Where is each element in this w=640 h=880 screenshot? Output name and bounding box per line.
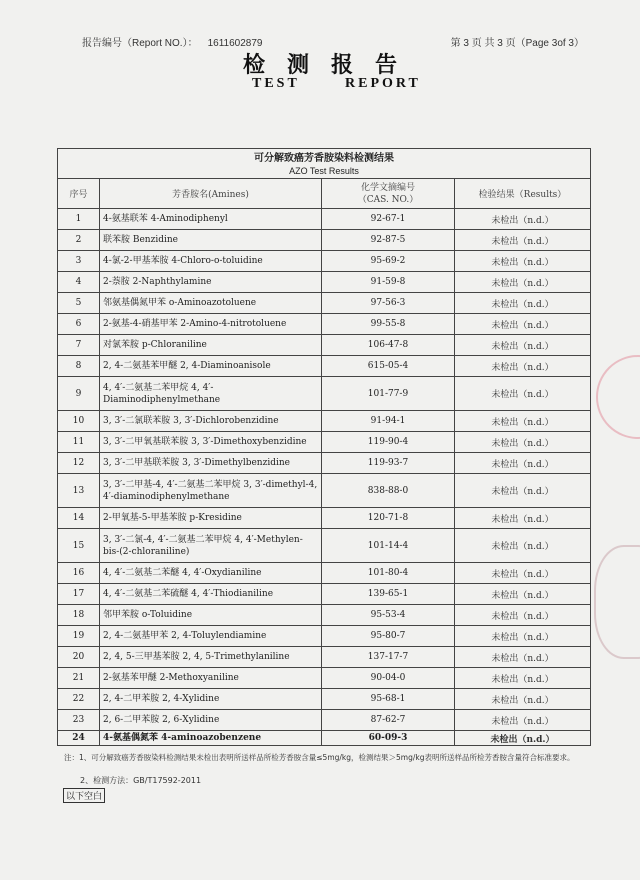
row-number: 1: [58, 209, 100, 230]
test-result: 未检出（n.d.）: [455, 584, 591, 605]
cas-number: 95-68-1: [322, 689, 455, 710]
row-number: 18: [58, 605, 100, 626]
cas-number: 95-80-7: [322, 626, 455, 647]
amine-name: 4, 4′-二氨基二苯甲烷 4, 4′-Diaminodiphenylmethane: [100, 377, 322, 411]
row-number: 16: [58, 563, 100, 584]
test-result: 未检出（n.d.）: [455, 474, 591, 508]
column-header-result: 检验结果（Results）: [455, 179, 591, 209]
amine-name: 3, 3′-二甲氧基联苯胺 3, 3′-Dimethoxybenzidine: [100, 432, 322, 453]
faded-seal-stamp: [594, 545, 640, 659]
row-number: 24: [58, 731, 100, 746]
row-number: 22: [58, 689, 100, 710]
amine-name: 4, 4′-二氨基二苯醚 4, 4′-Oxydianiline: [100, 563, 322, 584]
table-row: [58, 605, 591, 626]
table-row: [58, 453, 591, 474]
row-number: 12: [58, 453, 100, 474]
test-result: 未检出（n.d.）: [455, 563, 591, 584]
row-number: 17: [58, 584, 100, 605]
table-row: [58, 432, 591, 453]
cas-number: 106-47-8: [322, 335, 455, 356]
test-result: 未检出（n.d.）: [455, 230, 591, 251]
table-row: [58, 209, 591, 230]
amine-name: 4-氨基偶氮苯 4-aminoazobenzene: [100, 731, 322, 746]
cas-number: 119-93-7: [322, 453, 455, 474]
test-result: 未检出（n.d.）: [455, 605, 591, 626]
results-table-wrapper: [57, 148, 590, 746]
test-result: 未检出（n.d.）: [455, 731, 591, 746]
cas-number: 120-71-8: [322, 508, 455, 529]
amine-name: 2-氨基苯甲醚 2-Methoxyaniline: [100, 668, 322, 689]
column-header-no: 序号: [58, 179, 100, 209]
table-row: [58, 272, 591, 293]
test-result: 未检出（n.d.）: [455, 710, 591, 731]
table-row: [58, 668, 591, 689]
test-result: 未检出（n.d.）: [455, 377, 591, 411]
column-header-cas: [322, 179, 455, 209]
amine-name: 4-氯-2-甲基苯胺 4-Chloro-o-toluidine: [100, 251, 322, 272]
cas-number: 87-62-7: [322, 710, 455, 731]
amine-name: 2, 4-二甲苯胺 2, 4-Xylidine: [100, 689, 322, 710]
row-number: 11: [58, 432, 100, 453]
table-caption-en: AZO Test Results: [58, 164, 591, 179]
test-result: 未检出（n.d.）: [455, 432, 591, 453]
row-number: 9: [58, 377, 100, 411]
table-row: [58, 710, 591, 731]
test-result: 未检出（n.d.）: [455, 335, 591, 356]
cas-number: 92-67-1: [322, 209, 455, 230]
amine-name: 2-甲氧基-5-甲基苯胺 p-Kresidine: [100, 508, 322, 529]
footnote-1: 注：1、可分解致癌芳香胺染料检测结果未检出表明所送样品所检芳香胺含量≤5mg/kg，检测结果＞5mg/kg表明所送样品所检芳香胺含量符合标准要求。: [64, 753, 575, 762]
row-number: 3: [58, 251, 100, 272]
table-row: [58, 293, 591, 314]
cas-number: 101-80-4: [322, 563, 455, 584]
amine-name: 2, 4-二氨基甲苯 2, 4-Toluylendiamine: [100, 626, 322, 647]
amine-name: 3, 3′-二氯联苯胺 3, 3′-Dichlorobenzidine: [100, 411, 322, 432]
table-row: [58, 626, 591, 647]
title-english-test: TEST: [252, 76, 300, 91]
amine-name: 邻甲苯胺 o-Toluidine: [100, 605, 322, 626]
test-result: 未检出（n.d.）: [455, 411, 591, 432]
row-number: 19: [58, 626, 100, 647]
test-result: 未检出（n.d.）: [455, 689, 591, 710]
amine-name: 3, 3′-二甲基-4, 4′-二氨基二苯甲烷 3, 3′-dimethyl-4, 4′-diaminodiphenylmethane: [100, 474, 322, 508]
test-result: 未检出（n.d.）: [455, 293, 591, 314]
cas-number: 90-04-0: [322, 668, 455, 689]
table-row: [58, 508, 591, 529]
cas-number: 101-14-4: [322, 529, 455, 563]
table-caption-cn: 可分解致癌芳香胺染料检测结果: [58, 149, 591, 165]
column-header-cas-line1: 化学文摘编号: [360, 182, 415, 193]
table-row: [58, 251, 591, 272]
row-number: 6: [58, 314, 100, 335]
amine-name: 2, 4-二氨基苯甲醚 2, 4-Diaminoanisole: [100, 356, 322, 377]
footnote-2: 2、检测方法：GB/T17592-2011: [80, 776, 202, 785]
test-result: 未检出（n.d.）: [455, 626, 591, 647]
row-number: 23: [58, 710, 100, 731]
red-seal-stamp: [596, 355, 640, 439]
cas-number: 92-87-5: [322, 230, 455, 251]
row-number: 10: [58, 411, 100, 432]
cas-number: 60-09-3: [322, 731, 455, 746]
title-chinese: 检测报告: [242, 52, 419, 78]
cas-number: 139-65-1: [322, 584, 455, 605]
test-result: 未检出（n.d.）: [455, 508, 591, 529]
test-result: 未检出（n.d.）: [455, 647, 591, 668]
cas-number: 95-53-4: [322, 605, 455, 626]
amine-name: 联苯胺 Benzidine: [100, 230, 322, 251]
amine-name: 对氯苯胺 p-Chloraniline: [100, 335, 322, 356]
column-header-amine: 芳香胺名(Amines): [100, 179, 322, 209]
amine-name: 邻氨基偶氮甲苯 o-Aminoazotoluene: [100, 293, 322, 314]
test-result: 未检出（n.d.）: [455, 251, 591, 272]
row-number: 13: [58, 474, 100, 508]
row-number: 5: [58, 293, 100, 314]
end-of-report-mark: 以下空白: [63, 788, 105, 803]
test-result: 未检出（n.d.）: [455, 529, 591, 563]
cas-number: 615-05-4: [322, 356, 455, 377]
page-info: 第 3 页 共 3 页（Page 3of 3）: [450, 38, 584, 49]
table-row: [58, 584, 591, 605]
table-row: [58, 230, 591, 251]
table-row: [58, 356, 591, 377]
row-number: 21: [58, 668, 100, 689]
cas-number: 91-59-8: [322, 272, 455, 293]
table-row: [58, 474, 591, 508]
amine-name: 3, 3′-二甲基联苯胺 3, 3′-Dimethylbenzidine: [100, 453, 322, 474]
row-number: 7: [58, 335, 100, 356]
test-result: 未检出（n.d.）: [455, 272, 591, 293]
cas-number: 119-90-4: [322, 432, 455, 453]
cas-number: 95-69-2: [322, 251, 455, 272]
test-result: 未检出（n.d.）: [455, 453, 591, 474]
cas-number: 101-77-9: [322, 377, 455, 411]
row-number: 20: [58, 647, 100, 668]
test-result: 未检出（n.d.）: [455, 314, 591, 335]
amine-name: 4, 4′-二氨基二苯硫醚 4, 4′-Thiodianiline: [100, 584, 322, 605]
table-row: [58, 731, 591, 746]
table-row: [58, 335, 591, 356]
report-number-value: 1611602879: [207, 38, 263, 49]
cas-number: 97-56-3: [322, 293, 455, 314]
report-number: [82, 34, 262, 49]
cas-number: 99-55-8: [322, 314, 455, 335]
row-number: 4: [58, 272, 100, 293]
cas-number: 838-88-0: [322, 474, 455, 508]
table-row: [58, 647, 591, 668]
row-number: 2: [58, 230, 100, 251]
column-header-cas-line2: （CAS. NO.）: [357, 194, 419, 205]
table-row: [58, 529, 591, 563]
row-number: 15: [58, 529, 100, 563]
table-row: [58, 314, 591, 335]
azo-results-table: [57, 148, 591, 746]
amine-name: 2-萘胺 2-Naphthylamine: [100, 272, 322, 293]
row-number: 14: [58, 508, 100, 529]
table-row: [58, 411, 591, 432]
amine-name: 2, 4, 5-三甲基苯胺 2, 4, 5-Trimethylaniline: [100, 647, 322, 668]
report-number-label: 报告编号（Report NO.）：: [82, 38, 198, 49]
test-result: 未检出（n.d.）: [455, 209, 591, 230]
amine-name: 4-氨基联苯 4-Aminodiphenyl: [100, 209, 322, 230]
row-number: 8: [58, 356, 100, 377]
test-result: 未检出（n.d.）: [455, 668, 591, 689]
test-result: 未检出（n.d.）: [455, 356, 591, 377]
cas-number: 91-94-1: [322, 411, 455, 432]
table-row: [58, 689, 591, 710]
amine-name: 2-氨基-4-硝基甲苯 2-Amino-4-nitrotoluene: [100, 314, 322, 335]
amine-name: 3, 3′-二氯-4, 4′-二氨基二苯甲烷 4, 4′-Methylen-bis-(2-chloraniline): [100, 529, 322, 563]
cas-number: 137-17-7: [322, 647, 455, 668]
table-row: [58, 377, 591, 411]
title-english-report: REPORT: [345, 76, 421, 91]
amine-name: 2, 6-二甲苯胺 2, 6-Xylidine: [100, 710, 322, 731]
table-row: [58, 563, 591, 584]
